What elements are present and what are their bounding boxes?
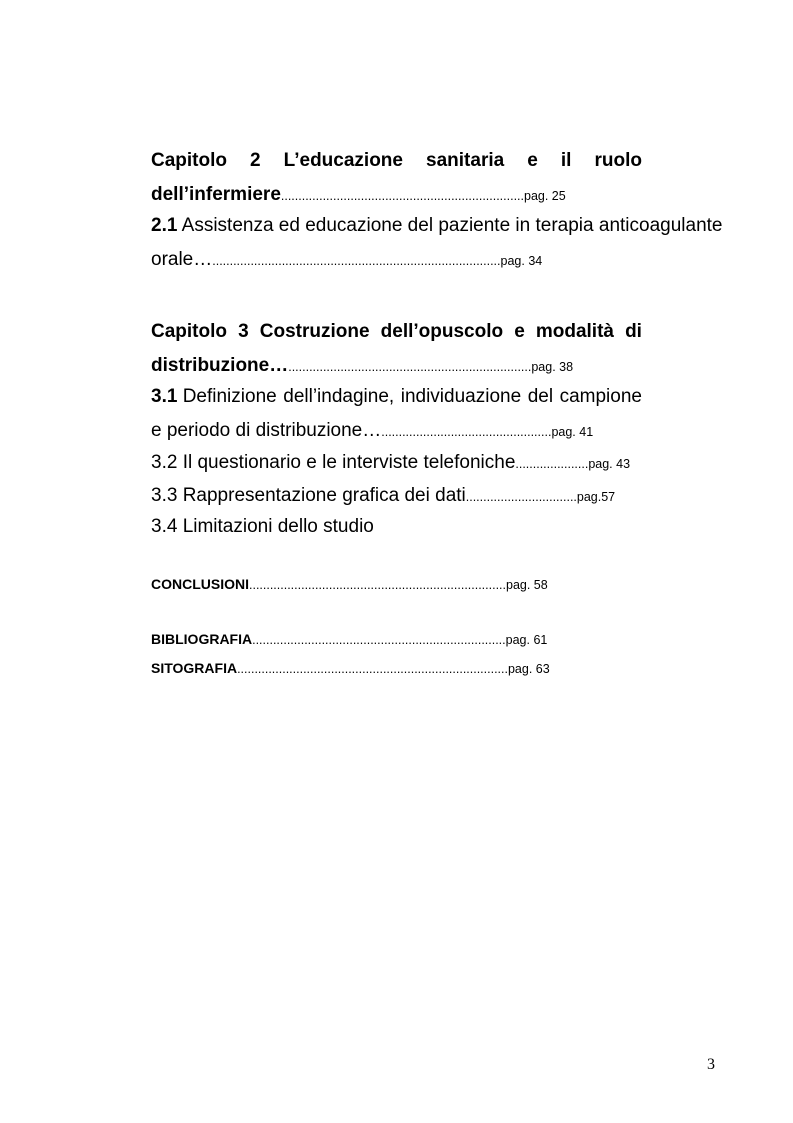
page-ref: pag. 38 (531, 360, 574, 374)
toc-word: Capitolo (151, 321, 227, 342)
page-ref: pag. 43 (588, 457, 631, 471)
page-number: 3 (707, 1056, 715, 1073)
toc-word: di (625, 321, 642, 342)
page-ref: pag. 34 (500, 254, 543, 268)
leader-dots: ................................ (465, 490, 577, 504)
section-3-4-entry (151, 516, 374, 538)
chapter-2-entry (151, 184, 566, 206)
section-2-1-entry (151, 249, 542, 271)
toc-word: 3 (238, 321, 249, 342)
toc-word: dell’indagine, (283, 386, 395, 407)
toc-word: L’educazione (283, 150, 403, 171)
leader-dots: ...................................................................... (288, 360, 532, 374)
section-2-1-line1 (151, 215, 722, 237)
leader-dots: ................................................................................... (212, 254, 501, 268)
toc-word: sanitaria (426, 150, 505, 171)
page-ref: pag. 41 (551, 425, 594, 439)
toc-word: e (527, 150, 538, 171)
toc-word: dell’opuscolo (380, 321, 504, 342)
toc-word: il (560, 150, 572, 171)
section-title-cont: orale… (151, 249, 213, 270)
chapter-3-title-end: distribuzione… (151, 355, 289, 376)
sitografia-label: SITOGRAFIA (151, 660, 238, 676)
section-number: 2.1 (151, 215, 178, 236)
chapter-3-title-line1 (151, 321, 642, 343)
chapter-3-entry (151, 355, 573, 377)
toc-word: Capitolo (151, 150, 227, 171)
toc-word: Definizione (182, 386, 277, 407)
page-ref: pag. 63 (507, 662, 550, 676)
bibliografia-entry (151, 631, 547, 649)
conclusioni-label: CONCLUSIONI (151, 576, 249, 592)
section-title: 3.3 Rappresentazione grafica dei dati (151, 485, 466, 506)
page-ref: pag.57 (576, 490, 616, 504)
toc-word: ruolo (594, 150, 642, 171)
chapter-2-title-end: dell’infermiere (151, 184, 281, 205)
leader-dots: ......................................................................... (252, 633, 506, 647)
conclusioni-entry (151, 576, 548, 594)
toc-word: Costruzione (259, 321, 370, 342)
section-title: Assistenza ed educazione del paziente in terapia anticoagulante (177, 215, 723, 236)
leader-dots: ................................................. (381, 425, 552, 439)
toc-word: e (514, 321, 525, 342)
leader-dots: .............................................................................. (237, 662, 508, 676)
section-3-1-entry (151, 420, 593, 442)
page-ref: pag. 25 (524, 189, 566, 203)
toc-word: modalità (535, 321, 614, 342)
chapter-2-title-line1 (151, 150, 642, 172)
section-3-2-entry (151, 452, 630, 474)
section-3-3-entry (151, 485, 615, 507)
leader-dots: ...................................................................... (280, 189, 524, 203)
page-ref: pag. 61 (505, 633, 548, 647)
leader-dots: .......................................................................... (249, 578, 506, 592)
bibliografia-label: BIBLIOGRAFIA (151, 631, 253, 647)
section-title: 3.4 Limitazioni dello studio (151, 516, 374, 537)
toc-word: del (527, 386, 554, 407)
section-title: 3.2 Il questionario e le interviste telefoniche (151, 452, 516, 473)
section-number: 3.1 (151, 386, 178, 407)
section-3-1-line1 (151, 386, 642, 408)
toc-word: campione (559, 386, 642, 407)
toc-word: 2 (250, 150, 261, 171)
page-ref: pag. 58 (506, 578, 548, 592)
toc-word: individuazione (400, 386, 522, 407)
leader-dots: ..................... (515, 457, 589, 471)
section-title-cont: e periodo di distribuzione… (151, 420, 382, 441)
sitografia-entry (151, 660, 550, 678)
